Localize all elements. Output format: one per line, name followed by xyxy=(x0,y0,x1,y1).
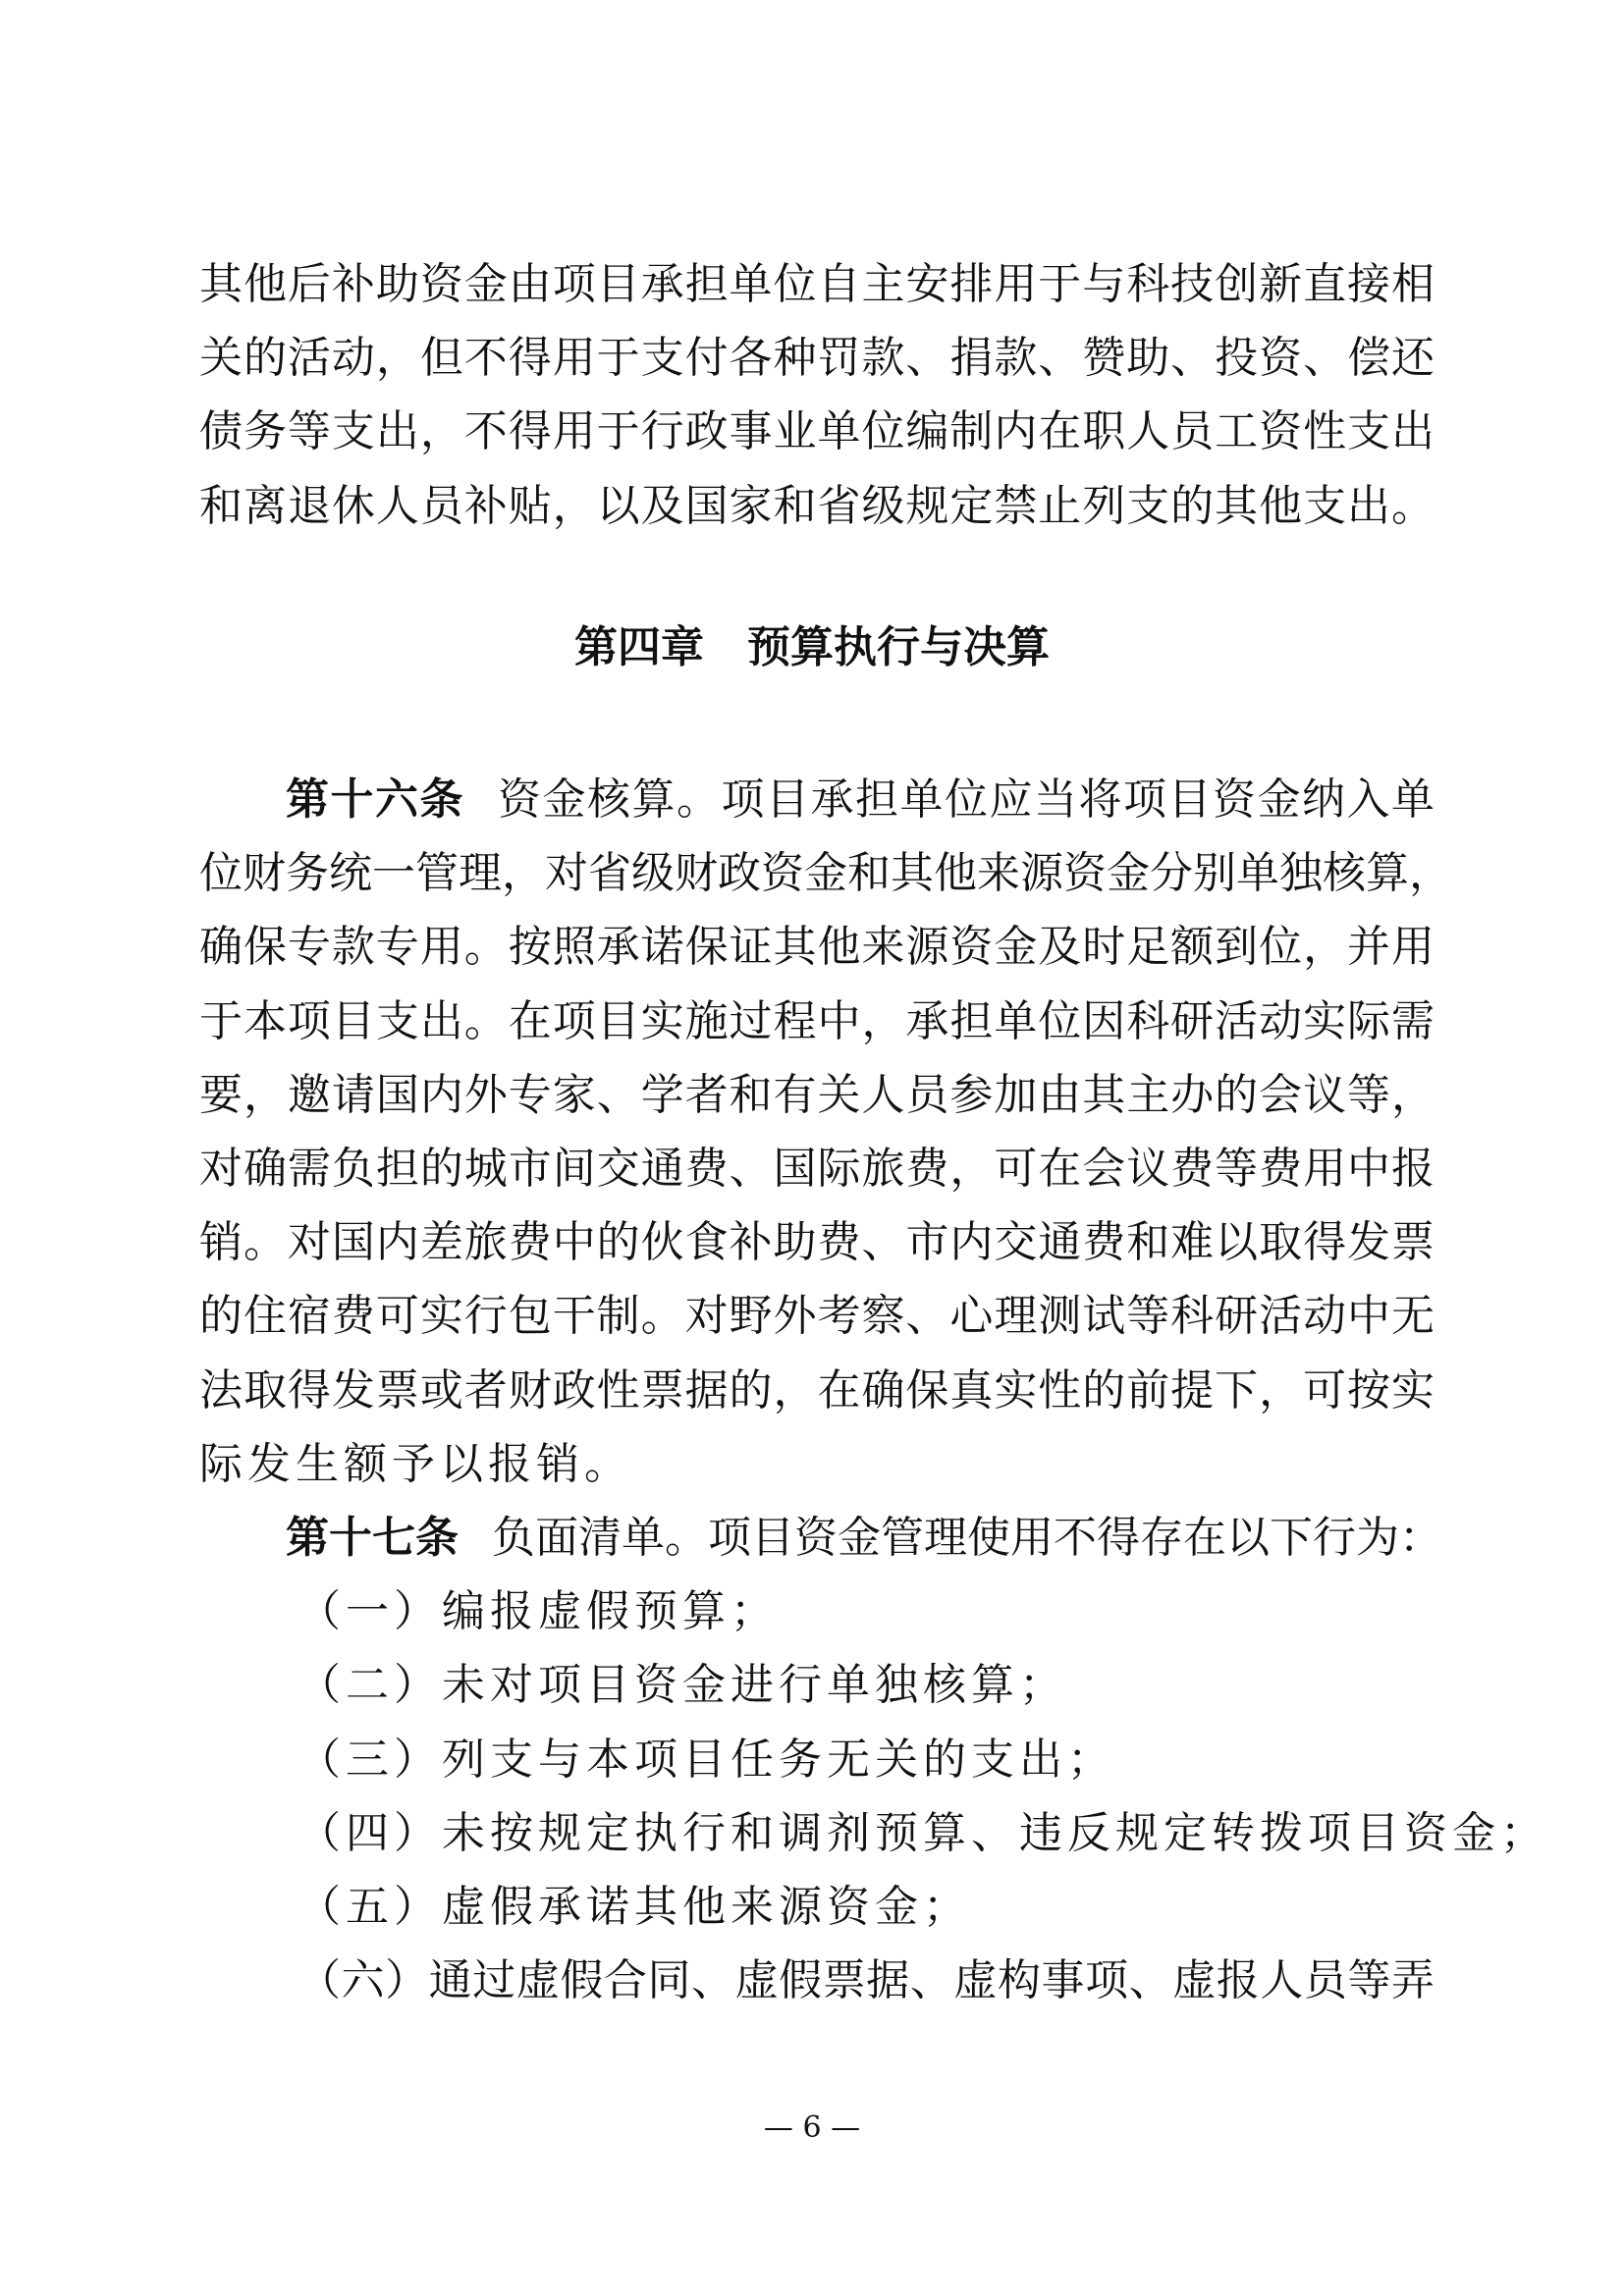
article-label: 第十六条 xyxy=(286,774,464,825)
text-line: 位财务统一管理，对省级财政资金和其他来源资金分别单独核算， xyxy=(199,848,1452,899)
article-text: 资金核算。项目承担单位应当将项目资金纳入单 xyxy=(498,774,1435,825)
chapter-number: 第四章 xyxy=(574,622,704,672)
article-label: 第十七条 xyxy=(286,1513,459,1563)
list-item: （二）未对项目资金进行单独核算； xyxy=(298,1660,1067,1711)
text-line: 确保专款专用。按照承诺保证其他来源资金及时足额到位，并用 xyxy=(199,922,1435,973)
text-line: 债务等支出，不得用于行政事业单位编制内在职人员工资性支出 xyxy=(199,406,1435,457)
list-item: （六）通过虚假合同、虚假票据、虚构事项、虚报人员等弄 xyxy=(298,1955,1435,2006)
article-first-line xyxy=(199,763,1435,836)
continued-paragraph xyxy=(199,247,1435,543)
text-line: 其他后补助资金由项目承担单位自主安排用于与科技创新直接相 xyxy=(199,259,1435,309)
text-line: 和离退休人员补贴，以及国家和省级规定禁止列支的其他支出。 xyxy=(199,480,1435,531)
text-line: 关的活动，但不得用于支付各种罚款、捐款、赞助、投资、偿还 xyxy=(199,333,1435,384)
article-text: 负面清单。项目资金管理使用不得存在以下行为： xyxy=(492,1513,1442,1563)
list-item: （四）未按规定执行和调剂预算、违反规定转拨项目资金； xyxy=(298,1807,1548,1858)
text-line: 的住宿费可实行包干制。对野外考察、心理测试等科研活动中无 xyxy=(199,1291,1435,1342)
text-line: 于本项目支出。在项目实施过程中，承担单位因科研活动实际需 xyxy=(199,995,1435,1046)
text-line: 要，邀请国内外专家、学者和有关人员参加由其主办的会议等， xyxy=(199,1069,1435,1120)
text-line: 法取得发票或者财政性票据的，在确保真实性的前提下，可按实 xyxy=(199,1364,1435,1415)
text-line: 际发生额予以报销。 xyxy=(199,1438,632,1489)
article-first-line xyxy=(199,1501,1442,1575)
text-line: 对确需负担的城市间交通费、国际旅费，可在会议费等费用中报 xyxy=(199,1143,1435,1194)
list-item: （五）虚假承诺其他来源资金； xyxy=(298,1881,971,1932)
article-16 xyxy=(199,763,1452,1501)
list-item: （一）编报虚假预算； xyxy=(298,1586,779,1637)
chapter-title: 预算执行与决算 xyxy=(747,622,1050,672)
page-number: — 6 — xyxy=(763,2110,861,2145)
list-item: （三）列支与本项目任务无关的支出； xyxy=(298,1734,1115,1785)
chapter-heading xyxy=(0,611,1624,685)
article-17 xyxy=(199,1501,1548,2017)
text-line: 销。对国内差旅费中的伙食补助费、市内交通费和难以取得发票 xyxy=(199,1217,1435,1268)
